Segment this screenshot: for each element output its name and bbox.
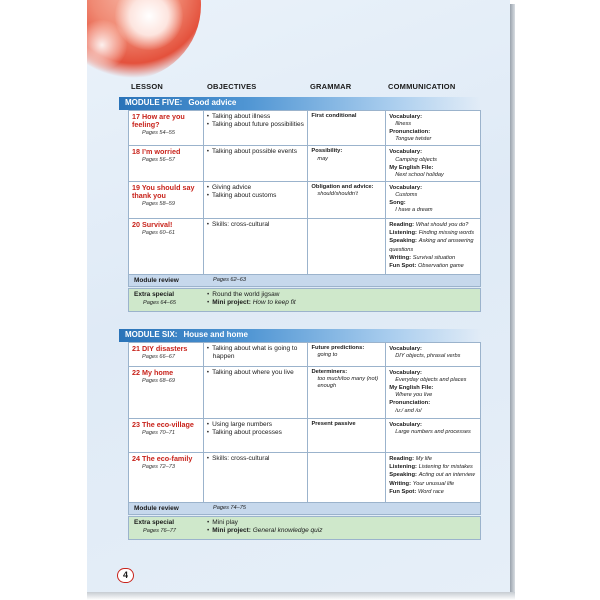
grammar-text: should/shouldn’t: [317, 191, 358, 198]
module-review-band: [128, 502, 481, 515]
comm-label: Pronunciation:: [389, 400, 431, 407]
extra-special-pages: Pages 76–77: [143, 528, 176, 534]
lesson-pages: Pages 68–69: [142, 377, 175, 384]
mini-project-text: How to keep fit: [252, 298, 296, 306]
comm-label: Listening:: [389, 230, 417, 237]
comm-text: Finding missing words: [418, 230, 475, 237]
comm-label: Fun Spot:: [389, 262, 417, 269]
comm-label: Pronunciation:: [389, 129, 431, 136]
objective-item: • Talking about processes: [207, 429, 305, 437]
grammar-cell: [308, 367, 386, 419]
module-five-bar: [119, 97, 481, 110]
comm-label: Vocabulary:: [389, 422, 422, 428]
page-edge-shadow: [510, 4, 515, 600]
grammar-cell: [308, 453, 386, 503]
comm-text: What should you do?: [415, 221, 469, 228]
extra-special-band: [128, 288, 481, 312]
lesson-pages: Pages 58–59: [142, 200, 175, 207]
module-review-label: Module review: [134, 505, 179, 512]
mini-project-item: [207, 299, 296, 307]
communication-cell: [386, 111, 481, 146]
module-label: MODULE SIX:: [125, 330, 178, 339]
module-five-table: [128, 110, 481, 276]
comm-label: Reading:: [389, 456, 415, 462]
grammar-cell: [308, 419, 386, 453]
objective-item: • Skills: cross-cultural: [207, 455, 305, 463]
header-objectives: OBJECTIVES: [207, 82, 257, 91]
grammar-label: Present passive: [311, 421, 356, 427]
module-title: House and home: [183, 330, 248, 339]
comm-label: Vocabulary:: [389, 184, 423, 191]
grammar-text: too much/too many (not) enough: [317, 376, 379, 390]
lesson-pages: Pages 72–73: [142, 463, 175, 470]
objectives-cell: [203, 343, 308, 367]
comm-text: Illness: [395, 121, 412, 128]
lesson-title: 24 The eco-family: [132, 454, 193, 463]
lesson-cell: [129, 367, 204, 419]
module-six-table: [128, 342, 481, 503]
objective-item: • Talking about what is going to happen: [207, 345, 305, 361]
comm-text: Asking and answering questions: [389, 238, 474, 253]
comm-text: Survival situation: [412, 254, 456, 261]
comm-label: My English File:: [389, 385, 434, 392]
objective-item: • Talking about illness: [207, 113, 305, 121]
objectives-cell: [203, 111, 308, 146]
comm-label: Vocabulary:: [389, 149, 423, 156]
objective-item: • Talking about where you live: [207, 369, 305, 377]
lesson-row: [129, 181, 481, 218]
comm-label: Fun Spot:: [389, 488, 417, 495]
lesson-title: 18 I’m worried: [132, 147, 181, 157]
communication-cell: [386, 218, 481, 275]
grammar-label: First conditional: [311, 113, 357, 119]
module-review-band: [128, 274, 481, 287]
comm-label: Writing:: [389, 480, 412, 487]
comm-text: /u:/ and /ʊ/: [395, 407, 422, 414]
module-label: MODULE FIVE:: [125, 98, 183, 107]
comm-text: Customs: [395, 192, 418, 199]
grammar-text: may: [317, 155, 328, 162]
lesson-title: 19 You should say thank you: [132, 182, 195, 200]
comm-text: Acting out an interview: [418, 472, 475, 479]
comm-label: Writing:: [389, 254, 412, 261]
comm-text: Observation game: [418, 262, 464, 269]
comm-label: Vocabulary:: [389, 346, 422, 352]
objectives-cell: [203, 181, 308, 218]
grammar-text: going to: [317, 352, 338, 359]
comm-text: Large numbers and processes: [395, 429, 471, 436]
extra-special-pages: Pages 64–65: [143, 300, 176, 306]
comm-text: Word race: [418, 488, 444, 495]
mini-project-label: Mini project:: [212, 526, 251, 534]
lesson-row: [129, 111, 481, 146]
lesson-row: [129, 453, 481, 503]
grammar-cell: [308, 218, 386, 275]
communication-cell: [386, 419, 481, 453]
lesson-cell: [129, 181, 204, 218]
comm-label: Song:: [389, 200, 406, 207]
grammar-label: Possibility:: [311, 148, 343, 155]
communication-cell: [386, 181, 481, 218]
comm-label: Vocabulary:: [389, 370, 422, 376]
grammar-cell: [308, 181, 386, 218]
extra-item: • Round the world jigsaw: [207, 291, 296, 299]
lesson-row: [129, 146, 481, 181]
extra-special-band: [128, 516, 481, 540]
module-title: Good advice: [188, 98, 237, 107]
module-review-label: Module review: [134, 277, 179, 284]
lesson-cell: [129, 146, 204, 181]
lesson-cell: [129, 111, 204, 146]
grammar-cell: [308, 343, 386, 367]
grammar-label: Obligation and advice:: [311, 183, 374, 190]
lesson-pages: Pages 70–71: [142, 429, 175, 436]
mini-project-label: Mini project:: [212, 298, 251, 306]
grammar-cell: [308, 146, 386, 181]
objective-item: • Talking about customs: [207, 192, 305, 200]
lesson-cell: [129, 453, 204, 503]
comm-text: Your unusual life: [412, 480, 455, 487]
module-review-pages: Pages 62–63: [213, 277, 246, 283]
lesson-title: 21 DIY disasters: [132, 344, 188, 353]
communication-cell: [386, 146, 481, 181]
header-communication: COMMUNICATION: [388, 82, 456, 91]
comm-label: My English File:: [389, 164, 434, 171]
mini-project-item: [207, 527, 322, 535]
comm-text: My life: [415, 456, 432, 462]
objectives-cell: [203, 419, 308, 453]
grammar-label: Future predictions:: [311, 345, 365, 351]
grammar-cell: [308, 111, 386, 146]
comm-text: I have a dream: [395, 207, 433, 214]
page-number: 4: [117, 568, 134, 583]
module-six-bar: [119, 329, 481, 342]
lesson-title: 17 How are you feeling?: [132, 112, 185, 129]
lesson-cell: [129, 218, 204, 275]
objectives-cell: [203, 367, 308, 419]
lesson-row: [129, 218, 481, 275]
comm-text: Everyday objects and places: [395, 377, 467, 384]
objectives-cell: [203, 453, 308, 503]
mini-project-text: General knowledge quiz: [252, 526, 323, 534]
comm-label: Vocabulary:: [389, 114, 423, 120]
communication-cell: [386, 367, 481, 419]
lesson-pages: Pages 56–57: [142, 157, 175, 164]
comm-label: Reading:: [389, 221, 415, 228]
objective-item: • Using large numbers: [207, 421, 305, 429]
comm-label: Speaking:: [389, 472, 417, 479]
lesson-pages: Pages 54–55: [142, 129, 175, 136]
comm-label: Speaking:: [389, 238, 417, 245]
communication-cell: [386, 453, 481, 503]
objectives-cell: [203, 146, 308, 181]
extra-special-label: Extra special: [134, 291, 175, 298]
header-lesson: LESSON: [131, 82, 164, 91]
header-grammar: GRAMMAR: [310, 82, 352, 91]
module-review-pages: Pages 74–75: [213, 505, 246, 511]
comm-text: Next school holiday: [395, 171, 444, 178]
lesson-title: 22 My home: [132, 368, 174, 377]
comm-text: DIY objects, phrasal verbs: [395, 353, 461, 360]
objective-item: • Giving advice: [207, 184, 305, 192]
lesson-title: 20 Survival!: [132, 219, 173, 229]
lesson-cell: [129, 343, 204, 367]
lesson-pages: Pages 66–67: [142, 353, 175, 360]
communication-cell: [386, 343, 481, 367]
comm-text: Camping objects: [395, 156, 437, 163]
comm-text: Listening for mistakes: [418, 464, 473, 471]
lesson-row: [129, 343, 481, 367]
page-bottom-edge: [87, 592, 515, 600]
objective-item: • Talking about possible events: [207, 148, 305, 156]
extra-special-label: Extra special: [134, 519, 175, 526]
comm-text: Where you live: [395, 392, 433, 399]
objective-item: • Talking about future possibilities: [207, 121, 305, 129]
lesson-pages: Pages 60–61: [142, 229, 175, 236]
lesson-cell: [129, 419, 204, 453]
extra-item: • Mini play: [207, 519, 322, 527]
comm-label: Listening:: [389, 464, 417, 471]
comm-text: Tongue twister: [395, 136, 432, 143]
lesson-title: 23 The eco-village: [132, 420, 194, 429]
objectives-cell: [203, 218, 308, 275]
grammar-label: Determiners:: [311, 369, 348, 375]
lesson-row: [129, 367, 481, 419]
lesson-row: [129, 419, 481, 453]
objective-item: • Skills: cross-cultural: [207, 221, 305, 229]
